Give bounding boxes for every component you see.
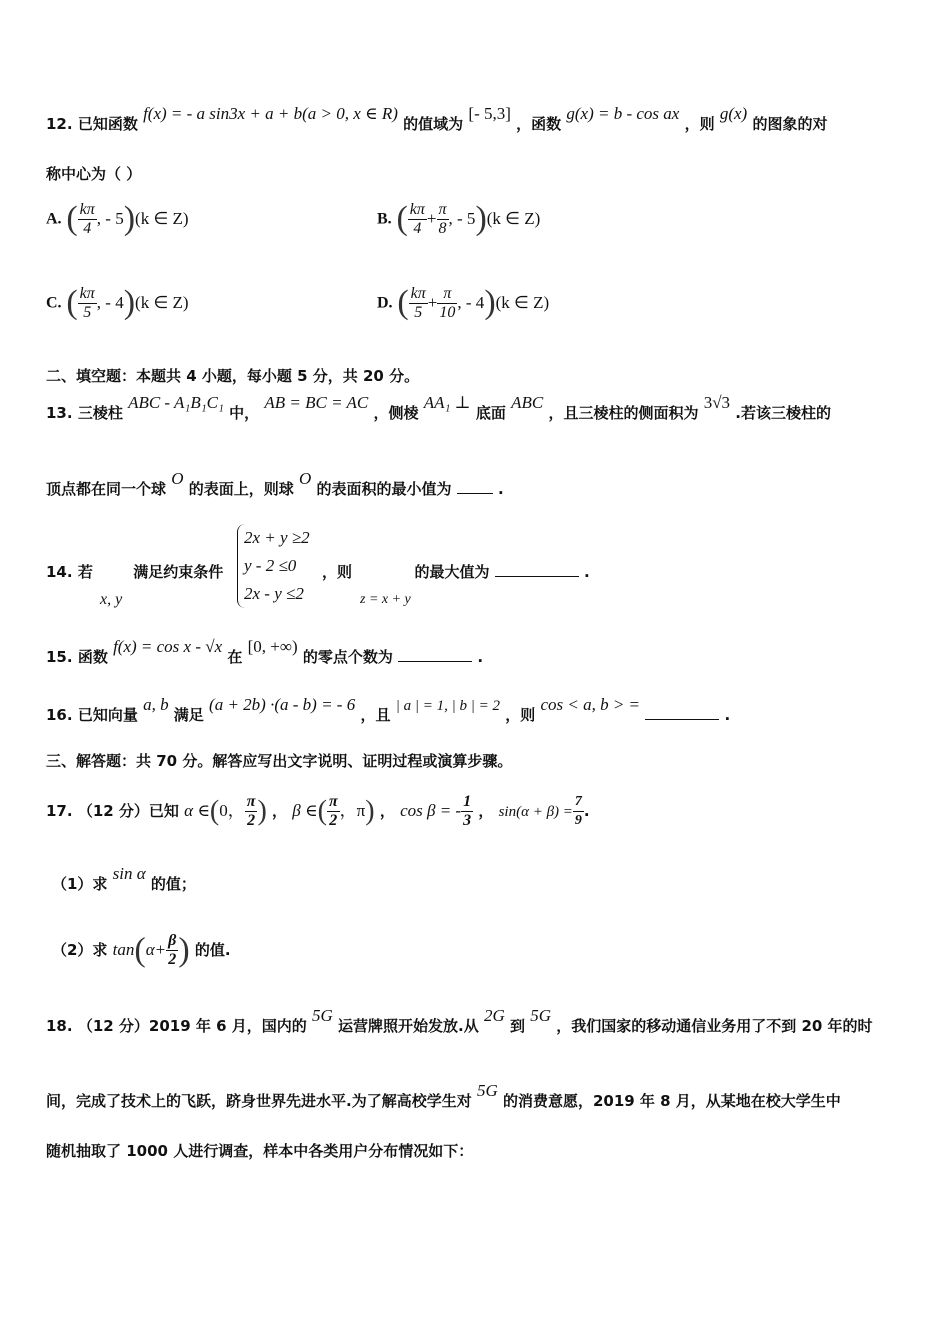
frac: $\frac{k\pi}{4}$ [79, 200, 95, 237]
q18-number: 18. [46, 1017, 73, 1035]
q17-number: 17. [46, 802, 73, 820]
q12-option-c[interactable]: C. ( $\frac{k\pi}{5}$ , - 4)(k ∈ Z) [46, 284, 189, 321]
q18-line2: 间，完成了技术上的飞跃，跻身世界先进水平.为了解高校学生对 5G 的消费意愿，2019 年 8 月，从某地在校大学生中 [46, 1081, 841, 1110]
frac: $\frac{k\pi}{5}$ [410, 284, 426, 321]
section-heading-fill-in: 二、填空题：本题共 4 小题，每小题 5 分，共 20 分。 [46, 367, 420, 385]
q14-number: 14. [46, 563, 73, 581]
frac: $\frac{\pi}{2}$ [246, 793, 256, 829]
q14-vars: x, y [100, 591, 123, 608]
q14-constraint-system: 2x + y ≥2 y - 2 ≤0 2x - y ≤2 [237, 524, 348, 608]
q12-line2: 称中心为（ ） [46, 165, 142, 183]
q12-line1: 12. 已知函数 f(x) = - a sin3x + a + b(a > 0, x ∈ R) 的值域为 [- 5,3] ，函数 g(x) = b - cos ax ，则 g(x) 的图象的对 [46, 104, 828, 133]
q13-line1: 13. 三棱柱 ABC - A₁B₁C₁ 中， AB = BC = AC ，侧棱 AA₁ ⊥ 底面 ABC ，且三棱柱的侧面积为 3√3 .若该三棱柱的 [46, 393, 831, 422]
q13-number: 13. [46, 404, 73, 422]
q14-line-tail: ，则 的最大值为 . [322, 563, 590, 581]
q17-line: 17. （12 分）已知 α ∈(0， $\frac{\pi}{2}$ ) ， β ∈( $\frac{\pi}{2}$ ，π) ， cos β = - $\frac{1}{3}$ ， sin(α + β) = $\frac{7}{9}$ . [46, 793, 590, 829]
q15-line: 15. 函数 f(x) = cos x - √x 在 [0, +∞) 的零点个数为 . [46, 637, 484, 666]
q16-line: 16. 已知向量 a, b 满足 (a + 2b) ·(a - b) = - 6 ，且 | a | = 1, | b | = 2 ，则 cos < a, b > = . [46, 695, 731, 724]
q14-objective: z = x + y [360, 592, 411, 607]
frac: $\frac{\pi}{2}$ [328, 793, 338, 829]
q12-number: 12. [46, 115, 73, 133]
frac: $\frac{k\pi}{4}$ [409, 200, 425, 237]
q15-number: 15. [46, 648, 73, 666]
q14-answer-blank[interactable] [495, 576, 579, 577]
frac: $\frac{1}{3}$ [463, 793, 472, 829]
frac: $\frac{k\pi}{5}$ [79, 284, 95, 321]
q12-range: [- 5,3] [468, 104, 511, 123]
q16-answer-blank[interactable] [645, 719, 719, 720]
q12-option-a[interactable]: A. ( $\frac{k\pi}{4}$ , - 5)(k ∈ Z) [46, 200, 189, 237]
q16-number: 16. [46, 706, 73, 724]
q13-answer-blank[interactable] [457, 493, 493, 494]
q12-f-formula: f(x) = - a sin3x + a + b(a > 0, x ∈ R) [143, 104, 398, 123]
frac: $\frac{\beta}{2}$ [168, 932, 177, 968]
q15-answer-blank[interactable] [398, 661, 472, 662]
q12-option-b[interactable]: B. ( $\frac{k\pi}{4}$ + $\frac{\pi}{8}$ , - 5)(k ∈ Z) [377, 200, 541, 237]
q14-line: 14. 若 满足约束条件 [46, 563, 224, 581]
q13-line2: 顶点都在同一个球 O 的表面上，则球 O 的表面积的最小值为 . [46, 469, 504, 498]
q18-line3: 随机抽取了 1000 人进行调查，样本中各类用户分布情况如下： [46, 1142, 474, 1160]
section-heading-solutions: 三、解答题：共 70 分。解答应写出文字说明、证明过程或演算步骤。 [46, 752, 513, 770]
q12-g-formula: g(x) = b - cos ax [566, 104, 680, 123]
q12-option-d[interactable]: D. ( $\frac{k\pi}{5}$ + $\frac{\pi}{10}$ , - 4)(k ∈ Z) [377, 284, 550, 321]
q17-part1: （1）求 sin α 的值； [52, 864, 196, 893]
q18-line1: 18. （12 分）2019 年 6 月，国内的 5G 运营牌照开始发放.从 2G 到 5G ，我们国家的移动通信业务用了不到 20 年的时 [46, 1006, 873, 1035]
q17-part2: （2）求 tan(α+ $\frac{\beta}{2}$ ) 的值. [52, 931, 231, 969]
frac: $\frac{7}{9}$ [574, 794, 582, 828]
